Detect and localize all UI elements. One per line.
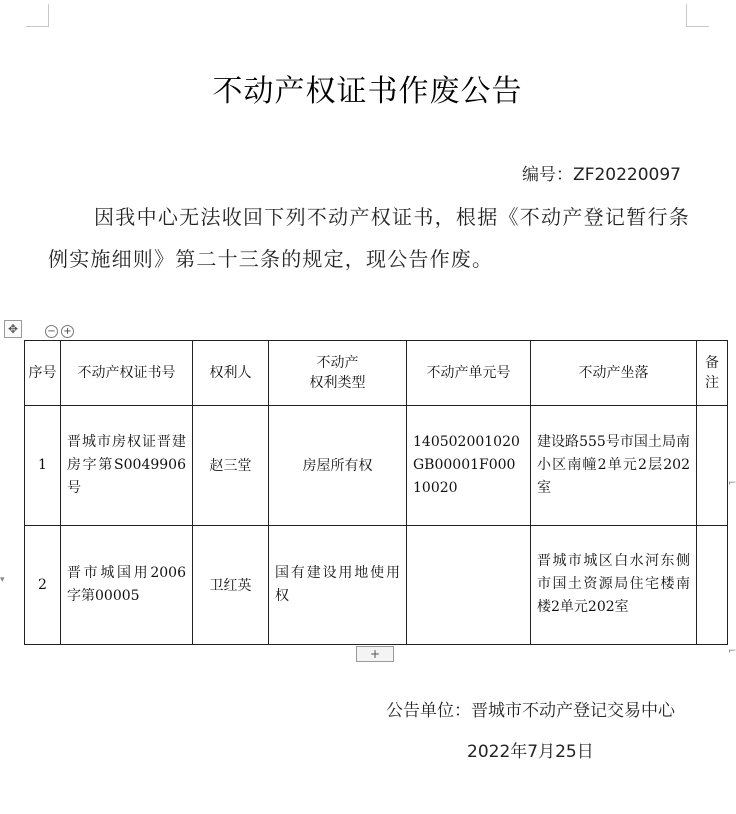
issuing-unit-name: 晋城市不动产登记交易中心	[471, 701, 675, 721]
cell-location[interactable]: 建设路555号市国土局南小区南幢2单元2层202室	[531, 406, 697, 525]
table-resize-handle-icon[interactable]: ⌐	[728, 646, 736, 657]
header-right-type: 不动产 权利类型	[269, 341, 407, 406]
document-number-value: ZF20220097	[573, 165, 681, 185]
document-number	[522, 160, 681, 185]
cell-seq[interactable]: 1	[25, 406, 61, 525]
add-row-button[interactable]: +	[356, 646, 394, 662]
row-marker-icon: ▾	[0, 575, 5, 585]
header-owner: 权利人	[193, 341, 269, 406]
notice-table	[24, 340, 728, 645]
cell-cert-no[interactable]: 晋城市房权证晋建房字第S0049906号	[61, 406, 193, 525]
header-seq: 序号	[25, 341, 61, 406]
issuing-unit	[386, 696, 675, 721]
cell-location[interactable]: 晋城市城区白水河东侧市国土资源局住宅楼南楼2单元202室	[531, 525, 697, 644]
cell-owner[interactable]: 卫红英	[193, 525, 269, 644]
page-corner-top-right	[686, 4, 709, 27]
cell-owner[interactable]: 赵三堂	[193, 406, 269, 525]
add-column-icon[interactable]: +	[61, 325, 74, 338]
table-header-row	[25, 341, 728, 406]
header-cert-no: 不动产权证书号	[61, 341, 193, 406]
notice-paragraph: 因我中心无法收回下列不动产权证书，根据《不动产登记暂行条例实施细则》第二十三条的规定，现公告作废。	[48, 205, 690, 271]
cell-remark[interactable]	[697, 525, 728, 644]
header-location: 不动产坐落	[531, 341, 697, 406]
cell-remark[interactable]	[697, 406, 728, 525]
header-unit-no: 不动产单元号	[407, 341, 531, 406]
page-corner-top-left	[26, 4, 49, 27]
cell-right-type[interactable]: 国有建设用地使用权	[269, 525, 407, 644]
cell-unit-no[interactable]	[407, 525, 531, 644]
cell-cert-no[interactable]: 晋市城国用2006字第00005	[61, 525, 193, 644]
issuing-unit-label: 公告单位：	[386, 701, 471, 721]
table-row	[25, 406, 728, 525]
cell-unit-no[interactable]: 140502001020GB00001F00010020	[407, 406, 531, 525]
document-title: 不动产权证书作废公告	[212, 74, 523, 109]
table-move-handle-icon[interactable]: ✥	[4, 320, 22, 338]
notice-date: 2022年7月25日	[467, 742, 594, 762]
header-remark: 备注	[697, 341, 728, 406]
cell-seq[interactable]: 2	[25, 525, 61, 644]
cell-right-type[interactable]: 房屋所有权	[269, 406, 407, 525]
right-margin-marker-icon: ⌐	[728, 478, 736, 489]
document-number-label: 编号：	[522, 165, 574, 185]
remove-column-icon[interactable]: −	[45, 325, 58, 338]
table-row	[25, 525, 728, 644]
